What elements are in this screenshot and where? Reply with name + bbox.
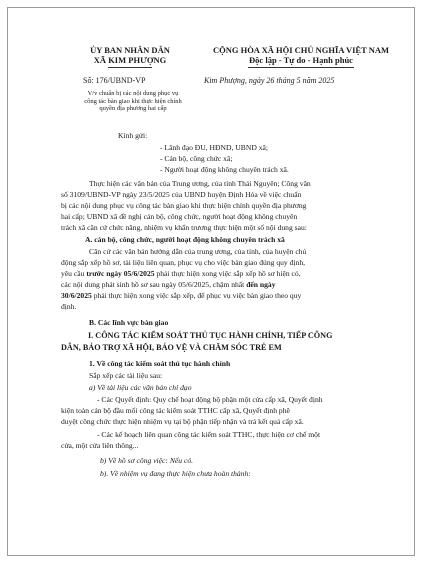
subject-line3: quyền địa phương hai cấp xyxy=(99,105,167,113)
nation-underline xyxy=(248,67,354,68)
doc-number: Số: 176/UBND-VP xyxy=(83,76,146,85)
section-a-heading: A. cán bộ, công chức, người hoạt động không chuyên trách xã xyxy=(85,235,285,244)
item-1-b: b) Về hồ sơ công việc: Nếu có. xyxy=(100,456,194,465)
section-b-subheading: I. CÔNG TÁC KIỂM SOÁT THỦ TỤC HÀNH CHÍNH, TIẾP CÔNG xyxy=(88,331,333,340)
org-name-line1: ỦY BAN NHÂN DÂN xyxy=(90,45,170,55)
item-1-intro: Sắp xếp các tài liệu sau: xyxy=(89,371,163,380)
subject-line1: V/v chuẩn bị các nội dung phục vụ xyxy=(87,90,179,97)
section-a-line: động sắp xếp hồ sơ, tài liệu liên quan, phục vụ cho việc bàn giao đúng quy định, xyxy=(61,258,306,267)
section-a-line: Căn cứ các văn bản hướng dẫn của trung ương, của tỉnh, của huyện chủ xyxy=(89,247,307,256)
intro-line: trách xã căn cứ chức năng, nhiệm vụ khẩn trương thực hiện một số nội dung sau: xyxy=(61,223,307,232)
subject-line2: công tác bàn giao khi thực hiện chính xyxy=(84,97,182,105)
section-a-line: các nội dung phát sinh hồ sơ sau ngày 05/6/2025, chậm nhất đến ngày xyxy=(61,280,276,289)
item-1-a2-line: cửa, một cửa liên thông... xyxy=(61,441,139,450)
intro-line: bị các nội dung phục vụ công tác bàn giao khi thực hiện chính quyền địa phương xyxy=(61,201,307,210)
item-1-heading: 1. Về công tác kiểm soát thủ tục hành chính xyxy=(89,359,231,368)
intro-line: hai cấp; UBND xã đề nghị cán bộ, công chức, người hoạt động không chuyên xyxy=(61,212,298,221)
nation-line1: CỘNG HÒA XÃ HỘI CHỦ NGHĨA VIỆT NAM xyxy=(212,45,390,55)
section-a-line: định. xyxy=(61,302,77,311)
recipient-item: - Lãnh đạo ĐU, HĐND, UBND xã; xyxy=(160,143,268,152)
section-a-line: yêu cầu trước ngày 05/6/2025 phải thực hiện xong việc sắp xếp hồ sơ hiện có, xyxy=(61,269,301,278)
item-1-a-line: duyệt công chức thực hiện nhiệm vụ tại bộ phận tiếp nhận và trả kết quả cấp xã. xyxy=(61,417,304,426)
recipient-item: - Cán bộ, công chức xã; xyxy=(160,154,233,163)
item-1-a2-line: - Các kế hoạch liên quan công tác kiểm soát TTHC, thực hiện cơ chế một xyxy=(97,430,321,439)
place-date: Kim Phượng, ngày 26 tháng 5 năm 2025 xyxy=(204,76,335,85)
recipient-item: - Người hoạt động không chuyên trách xã. xyxy=(160,165,289,174)
org-name-line2: XÃ KIM PHƯỢNG xyxy=(93,55,167,65)
nation-line2: Độc lập - Tự do - Hạnh phúc xyxy=(249,55,353,65)
section-b-subheading: DÂN, BẢO TRỢ XÃ HỘI, BẢO VỆ VÀ CHĂM SÓC TRẺ EM xyxy=(61,343,282,352)
item-1-a-line: kiện toàn cán bộ đầu mối công tác kiểm soát TTHC cấp xã, Quyết định phê xyxy=(61,406,290,415)
recipients-label: Kính gửi: xyxy=(118,131,148,140)
intro-line: số 3109/UBND-VP ngày 23/5/2025 của UBND huyện Định Hóa về việc chuẩn xyxy=(61,190,302,199)
document-page xyxy=(7,7,415,556)
item-1-a-line: - Các Quyết định: Quy chế hoạt động bộ phận một cửa cấp xã, Quyết định xyxy=(97,395,323,404)
org-underline xyxy=(108,67,152,68)
section-a-line: 30/6/2025 phải thực hiện xong việc sắp xếp, để phục vụ việc bàn giao theo quy xyxy=(61,291,302,300)
section-b-heading: B. Các lĩnh vực bàn giao xyxy=(89,318,169,327)
item-1-c: b). Về nhiệm vụ đang thực hiện chưa hoàn thành: xyxy=(100,469,251,478)
item-1-a: a) Về tài liệu các văn bản chỉ đạo xyxy=(89,383,192,392)
intro-line: Thực hiện các văn bản của Trung ương, của tỉnh Thái Nguyên; Công văn xyxy=(89,179,311,188)
